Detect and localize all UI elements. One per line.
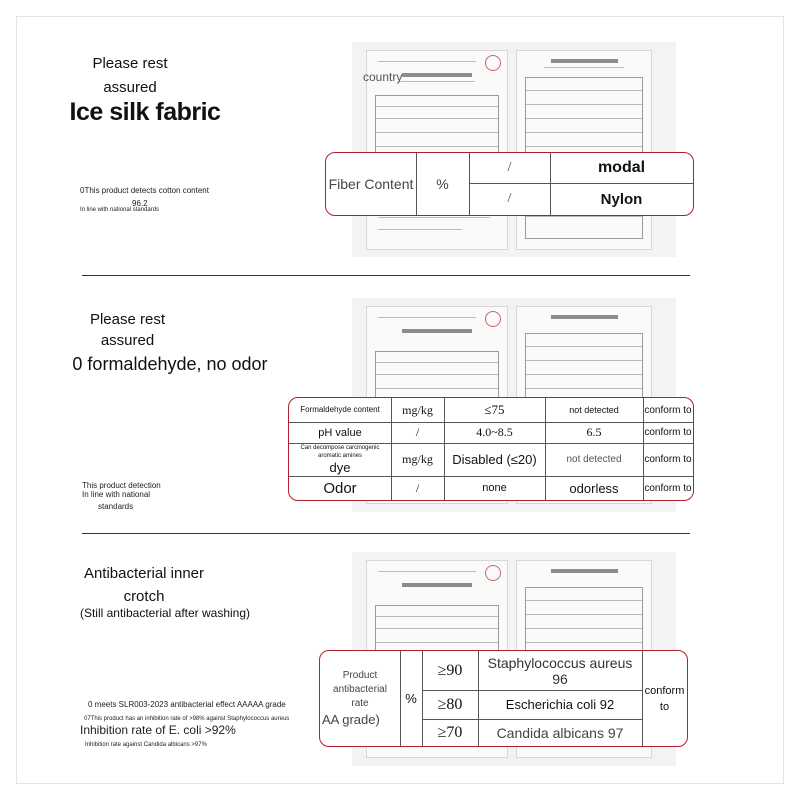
- antibacterial-verdict-line1: conform: [644, 684, 685, 697]
- staph-result: Staphylococcus aureus 96: [487, 654, 633, 687]
- fabric-line2: assured: [103, 79, 157, 96]
- ph-verdict: conform to: [644, 427, 692, 438]
- candida-std: ≥70: [437, 723, 463, 741]
- amine-std: Disabled (≤20): [452, 452, 537, 467]
- formaldehyde-std: ≤75: [484, 402, 505, 417]
- antibacterial-item-line2: rate: [351, 697, 369, 709]
- odor-item: Odor: [323, 479, 357, 497]
- antibacterial-note-ecoli: Inhibition rate of E. coli >92%: [80, 723, 236, 737]
- fiber-std-2: /: [507, 191, 512, 206]
- formaldehyde-verdict: conform to: [644, 404, 692, 416]
- formaldehyde-headline: 0 formaldehyde, no odor: [72, 354, 268, 374]
- fabric-line1: Please rest: [92, 55, 168, 72]
- antibacterial-line2: crotch: [123, 588, 165, 605]
- ecoli-result: Escherichia coli 92: [505, 697, 615, 712]
- formaldehyde-results-table: [288, 397, 694, 501]
- formaldehyde-unit: mg/kg: [402, 402, 433, 417]
- fabric-note-value: 96.2: [132, 199, 148, 208]
- antibacterial-item-line3: AA grade): [322, 711, 380, 727]
- formaldehyde-item: Formaldehyde content: [300, 405, 380, 414]
- odor-result: odorless: [569, 480, 619, 496]
- amine-result: not detected: [566, 454, 622, 465]
- fiber-content-label: Fiber Content: [328, 176, 414, 192]
- formaldehyde-note-1: This product detection: [82, 481, 161, 490]
- fabric-note-standard: In line with national standards: [80, 207, 160, 213]
- amine-item-line2: dye: [329, 460, 351, 475]
- formaldehyde-line2: assured: [100, 332, 155, 349]
- antibacterial-note-grade: 0 meets SLR003-2023 antibacterial effect AAAAA grade: [88, 700, 286, 709]
- section-divider-2: [82, 533, 690, 534]
- antibacterial-note-staph: 07This product has an inhibition rate of >98% against Staphylococcus aureus: [84, 716, 290, 722]
- ph-unit: /: [415, 425, 420, 439]
- antibacterial-verdict-line2: to: [659, 700, 670, 713]
- formaldehyde-note-3: standards: [98, 502, 134, 511]
- antibacterial-note-candida: Inhibition rate against Candida albicans >97%: [85, 742, 207, 748]
- ph-item: pH value: [318, 426, 362, 439]
- fiber-result-nylon: Nylon: [600, 190, 643, 208]
- fiber-content-unit: %: [436, 176, 449, 192]
- amine-unit: mg/kg: [402, 452, 433, 466]
- amine-verdict: conform to: [644, 454, 692, 465]
- fabric-note-cotton: 0This product detects cotton content: [80, 186, 209, 195]
- antibacterial-item-line1: Product antibacterial: [333, 669, 387, 695]
- antibacterial-line1: Antibacterial inner: [83, 565, 205, 582]
- formaldehyde-line1: Please rest: [89, 311, 166, 328]
- fiber-result-modal: modal: [597, 159, 646, 176]
- antibacterial-results-table: [319, 650, 688, 747]
- odor-unit: /: [415, 480, 420, 495]
- fiber-std-1: /: [507, 160, 512, 175]
- section-divider-1: [82, 275, 690, 276]
- antibacterial-line3: (Still antibacterial after washing): [79, 606, 251, 620]
- antibacterial-item: [320, 651, 400, 746]
- odor-std: none: [482, 482, 507, 494]
- ph-result: 6.5: [586, 425, 602, 439]
- fiber-content-table: [325, 152, 694, 216]
- formaldehyde-result: not detected: [569, 405, 619, 415]
- amine-item-line1: Can decompose carcinogenic aromatic amines: [300, 445, 380, 459]
- candida-result: Candida albicans 97: [496, 724, 624, 741]
- fabric-headline: Ice silk fabric: [69, 98, 221, 126]
- antibacterial-verdict: [642, 651, 687, 746]
- staph-std: ≥90: [437, 661, 463, 679]
- antibacterial-unit: %: [405, 691, 417, 706]
- amine-dye-item: [289, 443, 391, 476]
- fabric-doc-label: country: [363, 70, 403, 84]
- ph-std: 4.0~8.5: [476, 425, 513, 439]
- formaldehyde-note-2: In line with national: [82, 490, 151, 499]
- odor-verdict: conform to: [644, 482, 692, 494]
- ecoli-std: ≥80: [437, 695, 463, 713]
